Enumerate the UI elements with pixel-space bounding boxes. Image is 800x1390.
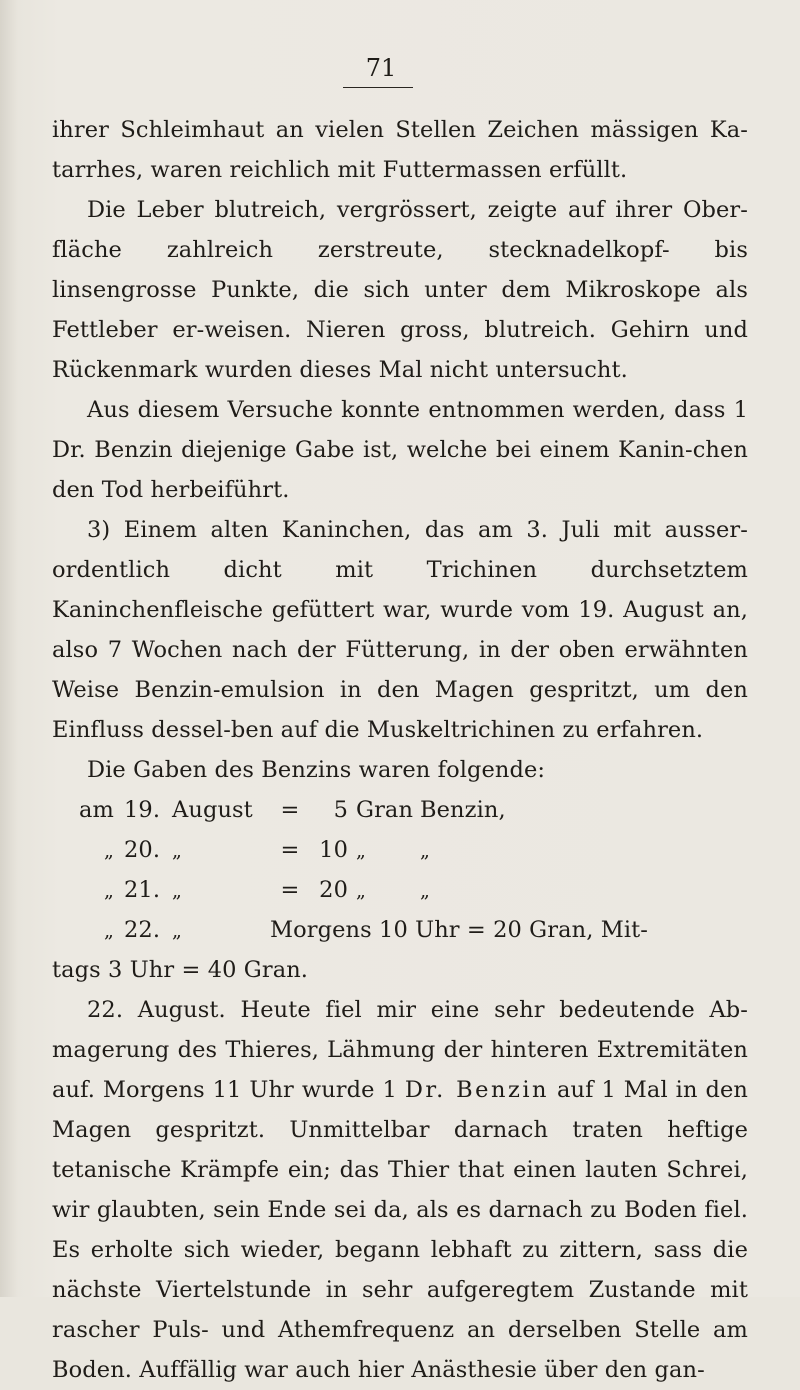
paragraph-august-22-part-1: 22. August. Heute fiel mir eine sehr bedeutende Ab-magerung des Thieres, Lähmung der hinteren Extremitäten auf. Morgens 11 Uhr wurde 1 [52, 997, 748, 1103]
dose-month: „ [172, 880, 182, 902]
dose-day: 20. [124, 837, 161, 863]
dose-unit: „ [356, 880, 366, 902]
dose-day: 21. [124, 877, 161, 903]
dose-month: „ [172, 840, 182, 862]
dose-row [52, 870, 748, 910]
dose-prefix: am [79, 797, 114, 823]
page-number-rule [343, 87, 413, 88]
paragraph-experiment-3: 3) Einem alten Kaninchen, das am 3. Juli mit ausser-ordentlich dicht mit Trichinen durchsetztem Kaninchenfleische gefüttert war, wurde vom 19. August an, also 7 Wochen nach der Fütterung, in der oben erwähnten Weise Benzin-emulsion in den Magen gespritzt, um den Einfluss dessel-ben auf die Muskeltrichinen zu erfahren. [52, 517, 748, 743]
dose-month: „ [172, 920, 182, 942]
dose-prefix: „ [104, 880, 114, 902]
paragraph-doses-intro: Die Gaben des Benzins waren folgende: [87, 757, 546, 783]
dose-substance: Benzin, [420, 797, 506, 823]
page-number: 71 [365, 54, 397, 82]
spaced-dose: Dr. Benzin [404, 1077, 550, 1103]
dose-equals: = [280, 877, 300, 903]
dose-substance: „ [420, 880, 430, 902]
dose-unit: „ [356, 840, 366, 862]
dose-equals: = [280, 837, 300, 863]
dose-unit: Gran [356, 797, 414, 823]
dose-day: 22. [124, 917, 161, 943]
body-text [52, 110, 748, 1390]
paragraph-conclusion: Aus diesem Versuche konnte entnommen werden, dass 1 Dr. Benzin diejenige Gabe ist, welche bei einem Kanin-chen den Tod herbeiführt. [52, 397, 748, 503]
dose-month: August [172, 797, 253, 823]
dose-substance: „ [420, 840, 430, 862]
dose-table [52, 790, 748, 950]
dose-equals: = [280, 797, 300, 823]
paragraph-august-22-part-2: auf 1 Mal in den Magen gespritzt. Unmittelbar darnach traten heftige tetanische Krämpfe ein; das Thier that einen lauten Schrei, wir glaubten, sein Ende sei da, als es darnach zu Boden fiel. Es erholte sich wieder, begann lebhaft zu zittern, sass die nächste Viertelstunde in sehr aufgeregtem Zustande mit rascher Puls- und Athemfrequenz an derselben Stelle am Boden. Auffällig war auch hier Anästhesie über den gan- [52, 1077, 748, 1383]
paragraph-continuation: ihrer Schleimhaut an vielen Stellen Zeichen mässigen Ka-tarrhes, waren reichlich mit Futtermassen erfüllt. [52, 117, 748, 183]
dose-table-continuation: tags 3 Uhr = 40 Gran. [52, 957, 309, 983]
dose-day: 19. [124, 797, 161, 823]
dose-amount: 5 [333, 797, 348, 823]
dose-row [52, 910, 748, 950]
dose-amount: 20 [319, 877, 348, 903]
dose-detail: Morgens 10 Uhr = 20 Gran, Mit- [270, 917, 648, 943]
dose-amount: 10 [319, 837, 348, 863]
paragraph-liver: Die Leber blutreich, vergrössert, zeigte auf ihrer Ober-fläche zahlreich zerstreute, stecknadelkopf- bis linsengrosse Punkte, die sich unter dem Mikroskope als Fettleber er-weisen. Nieren gross, blutreich. Gehirn und Rückenmark wurden dieses Mal nicht untersucht. [52, 197, 748, 383]
dose-row [52, 830, 748, 870]
dose-row [52, 790, 748, 830]
dose-prefix: „ [104, 920, 114, 942]
dose-prefix: „ [104, 840, 114, 862]
paragraph-august-22 [52, 990, 748, 1390]
